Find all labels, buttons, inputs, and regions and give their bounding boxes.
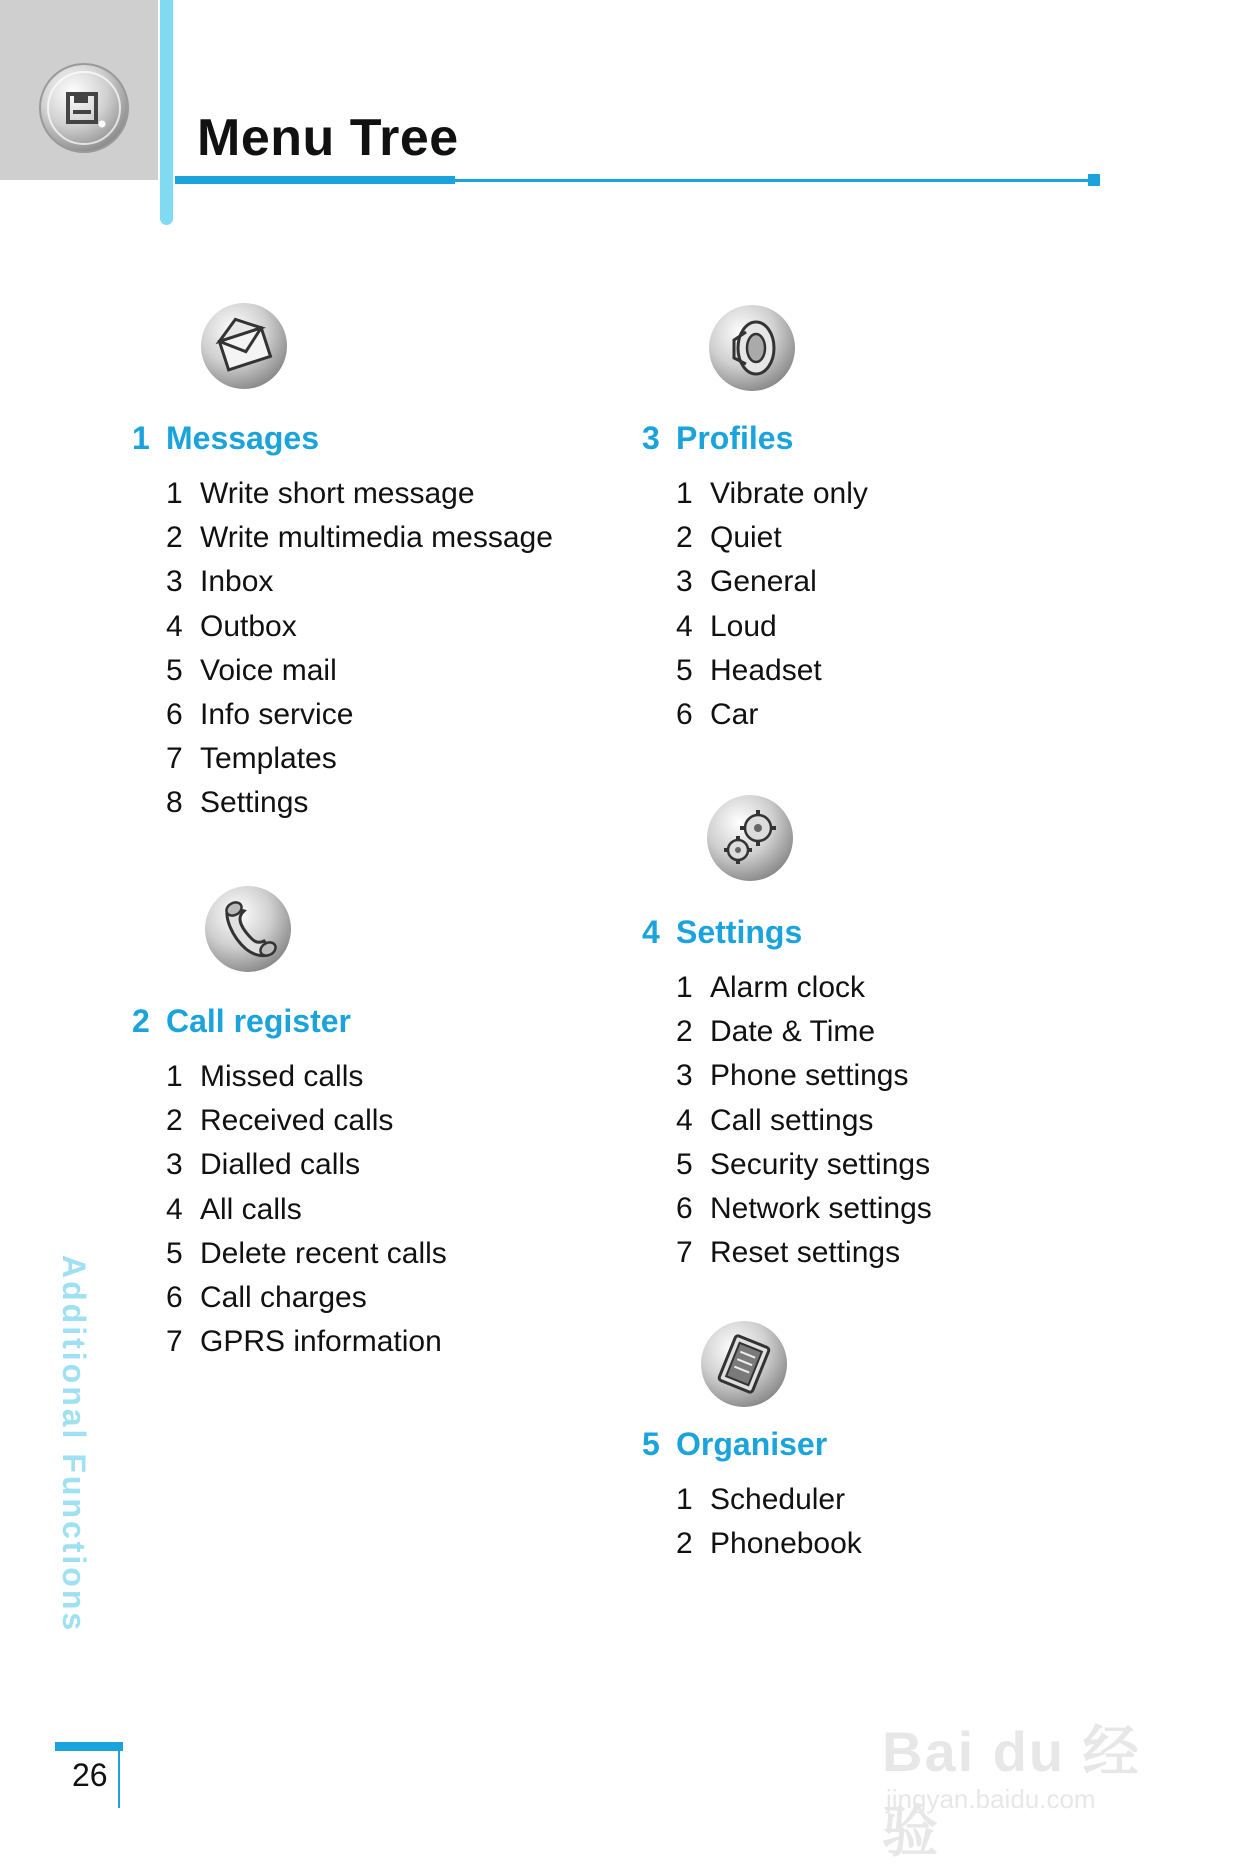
header-vertical-bar (160, 0, 173, 225)
page-number-divider (118, 1750, 120, 1808)
menu-item (676, 966, 932, 1010)
menu-item (676, 1478, 862, 1522)
section-number: 3 (642, 420, 660, 456)
menu-item-label: Alarm clock (710, 971, 866, 1004)
section-title-text: Organiser (676, 1426, 828, 1462)
menu-item-number: 3 (676, 1059, 693, 1093)
menu-item (676, 605, 868, 649)
menu-list-profiles (676, 472, 868, 737)
menu-item-number: 6 (166, 697, 183, 731)
gears-icon (704, 792, 796, 884)
menu-item (166, 1143, 447, 1187)
menu-item (166, 1320, 447, 1364)
menu-item (676, 1231, 932, 1275)
title-underline-end (1088, 174, 1100, 186)
menu-item-number: 2 (166, 1104, 183, 1138)
menu-item-number: 3 (166, 1148, 183, 1182)
page-number: 26 (72, 1757, 108, 1793)
menu-item-label: Loud (710, 609, 777, 643)
menu-item-label: General (710, 565, 817, 599)
header-corner-panel (0, 0, 158, 180)
menu-item-number: 2 (676, 1015, 693, 1049)
section-title-profiles (642, 420, 793, 457)
section-title-text: Profiles (676, 420, 794, 456)
menu-item-number: 4 (676, 1103, 693, 1137)
section-number: 5 (642, 1426, 660, 1462)
phone-handset-icon (202, 883, 294, 975)
menu-item (676, 1099, 932, 1143)
disk-icon (36, 60, 132, 156)
menu-item-label: Templates (200, 742, 337, 776)
menu-item (166, 1188, 447, 1232)
section-title-settings (642, 914, 802, 951)
menu-item-label: Write short message (200, 477, 475, 510)
menu-item-label: Dialled calls (200, 1148, 361, 1182)
menu-item-number: 5 (166, 1236, 183, 1270)
section-title-organiser (642, 1426, 827, 1463)
section-title-text: Call register (166, 1003, 351, 1039)
watermark (882, 1688, 1182, 1863)
section-number: 2 (132, 1003, 150, 1039)
section-number: 4 (642, 914, 660, 950)
menu-item (676, 1010, 932, 1054)
section-title-messages (132, 420, 319, 457)
section-number: 1 (132, 420, 150, 456)
menu-item-label: Outbox (200, 609, 297, 643)
speaker-icon (706, 302, 798, 394)
menu-item-label: Info service (200, 697, 354, 731)
menu-item-label: Car (710, 697, 759, 731)
menu-item (166, 560, 553, 604)
menu-item (676, 1143, 932, 1187)
menu-item (676, 1054, 932, 1098)
menu-item (166, 649, 553, 693)
menu-item-number: 7 (676, 1236, 693, 1270)
menu-item-label: Phonebook (710, 1527, 862, 1561)
menu-item (676, 516, 868, 560)
menu-item-number: 1 (166, 477, 183, 510)
menu-item-label: Write multimedia message (200, 521, 553, 555)
menu-item-number: 6 (676, 697, 693, 731)
menu-item-label: Inbox (200, 565, 274, 599)
menu-item-number: 1 (676, 477, 693, 510)
side-label (55, 1255, 95, 1735)
menu-list-messages (166, 472, 553, 826)
menu-item (166, 1232, 447, 1276)
menu-item (676, 649, 868, 693)
watermark-url: jingyan.baidu.com (886, 1784, 1096, 1814)
menu-item-label: Phone settings (710, 1059, 909, 1093)
menu-item-number: 2 (676, 1527, 693, 1561)
menu-item-label: Delete recent calls (200, 1236, 447, 1270)
section-title-text: Settings (676, 914, 803, 950)
menu-item (166, 693, 553, 737)
watermark-main: Bai du 经验 (882, 1720, 1141, 1863)
menu-item-label: GPRS information (200, 1325, 442, 1359)
envelope-icon (198, 300, 290, 392)
menu-item-number: 1 (676, 971, 693, 1004)
menu-item-label: Settings (200, 786, 309, 820)
menu-item-number: 5 (676, 1147, 693, 1181)
menu-item-label: Call charges (200, 1280, 367, 1314)
menu-item-number: 4 (166, 609, 183, 643)
menu-item-label: Vibrate only (710, 477, 868, 510)
title-underline (175, 179, 1095, 182)
menu-item (166, 472, 553, 516)
menu-item-number: 1 (676, 1483, 693, 1516)
menu-item (166, 781, 553, 825)
menu-item (676, 560, 868, 604)
menu-item-label: Missed calls (200, 1060, 364, 1093)
menu-item-label: Network settings (710, 1191, 932, 1225)
menu-item (166, 605, 553, 649)
side-label-text: Additional Functions (56, 1255, 92, 1634)
menu-item (676, 1522, 862, 1566)
menu-list-settings (676, 966, 932, 1275)
menu-item-label: Security settings (710, 1147, 931, 1181)
menu-item-label: Scheduler (710, 1483, 846, 1516)
menu-item-label: All calls (200, 1192, 302, 1226)
section-title-call-register (132, 1003, 351, 1040)
menu-item (166, 516, 553, 560)
menu-item-number: 4 (166, 1192, 183, 1226)
menu-item-number: 7 (166, 1325, 183, 1359)
menu-item-label: Headset (710, 653, 822, 687)
menu-item-label: Voice mail (200, 653, 337, 687)
section-title-text: Messages (166, 420, 319, 456)
menu-item-number: 7 (166, 742, 183, 776)
menu-item (676, 693, 868, 737)
menu-list-organiser (676, 1478, 862, 1566)
organiser-icon (698, 1318, 790, 1410)
page-title: Menu Tree (197, 109, 459, 167)
menu-item-number: 4 (676, 609, 693, 643)
menu-item-number: 2 (676, 521, 693, 555)
menu-item-label: Quiet (710, 521, 782, 555)
menu-item-number: 3 (166, 565, 183, 599)
menu-item-number: 5 (676, 653, 693, 687)
menu-item (676, 472, 868, 516)
menu-item-number: 3 (676, 565, 693, 599)
menu-item (676, 1187, 932, 1231)
menu-item (166, 737, 553, 781)
menu-item-number: 2 (166, 521, 183, 555)
menu-item (166, 1055, 447, 1099)
menu-item-number: 5 (166, 653, 183, 687)
menu-item-label: Date & Time (710, 1015, 876, 1049)
menu-item-number: 6 (166, 1280, 183, 1314)
menu-item-label: Call settings (710, 1103, 874, 1137)
page-number-bar (55, 1742, 123, 1751)
menu-item (166, 1099, 447, 1143)
menu-item-number: 8 (166, 786, 183, 820)
menu-item-number: 1 (166, 1060, 183, 1093)
menu-item-label: Reset settings (710, 1236, 901, 1270)
menu-item-number: 6 (676, 1191, 693, 1225)
menu-item (166, 1276, 447, 1320)
menu-item-label: Received calls (200, 1104, 394, 1138)
menu-list-call-register (166, 1055, 447, 1364)
